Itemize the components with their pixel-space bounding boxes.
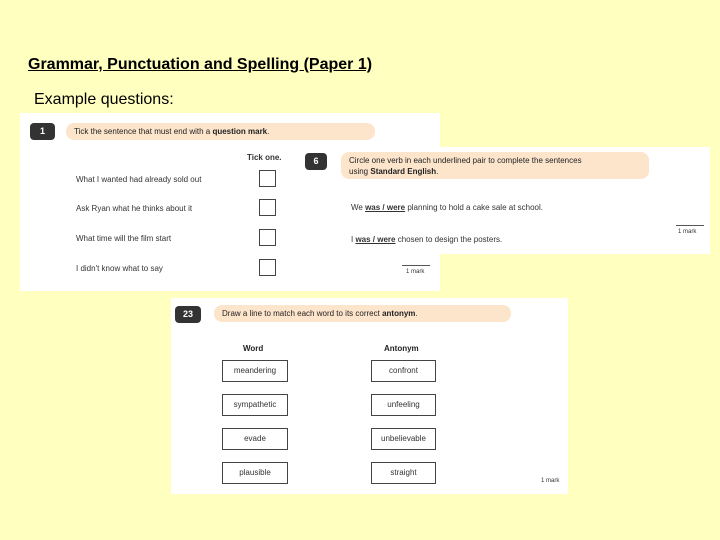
option-label: What time will the film start	[76, 234, 172, 243]
word-box[interactable]: plausible	[222, 462, 288, 484]
word-column-header: Word	[243, 344, 264, 353]
option-label: Ask Ryan what he thinks about it	[76, 204, 193, 213]
sentence-text: I	[351, 235, 356, 244]
instruction-text: Tick the sentence that must end with a	[74, 127, 213, 136]
question-instruction	[66, 123, 375, 140]
word-box[interactable]: evade	[222, 428, 288, 450]
instruction-text-line2	[349, 166, 641, 177]
instruction-text: using	[349, 167, 371, 176]
instruction-bold-text: question mark	[212, 127, 268, 136]
question-instruction	[214, 305, 511, 322]
instruction-text-end: .	[436, 167, 439, 176]
mark-line	[676, 225, 704, 226]
tick-box[interactable]	[259, 229, 276, 246]
question-number: 6	[305, 153, 327, 170]
tick-box[interactable]	[259, 170, 276, 187]
antonym-box[interactable]: unfeeling	[371, 394, 436, 416]
page-title: Grammar, Punctuation and Spelling (Paper 1)	[28, 56, 373, 73]
instruction-bold-text: antonym	[382, 309, 416, 318]
question-number: 23	[175, 306, 201, 323]
sentence-2	[351, 235, 502, 244]
sentence-1	[351, 203, 543, 212]
question-23-panel	[171, 298, 568, 494]
tick-one-header: Tick one.	[247, 153, 282, 162]
mark-line	[402, 265, 430, 266]
tick-box[interactable]	[259, 199, 276, 216]
question-6-panel	[304, 147, 710, 254]
instruction-text-end: .	[267, 127, 270, 136]
antonym-column-header: Antonym	[384, 344, 419, 353]
verb-choice[interactable]: was / were	[365, 203, 406, 212]
tick-box[interactable]	[259, 259, 276, 276]
instruction-text: Draw a line to match each word to its correct	[222, 309, 383, 318]
page-subtitle: Example questions:	[34, 91, 174, 108]
question-instruction	[341, 152, 649, 179]
mark-label: 1 mark	[678, 229, 697, 235]
instruction-text: Circle one verb in each underlined pair to complete the sentences	[349, 156, 582, 165]
option-label: I didn't know what to say	[76, 264, 163, 273]
verb-choice[interactable]: was / were	[355, 235, 396, 244]
instruction-bold-text: Standard English	[370, 167, 437, 176]
word-box[interactable]: sympathetic	[222, 394, 288, 416]
word-box[interactable]: meandering	[222, 360, 288, 382]
question-number: 1	[30, 123, 55, 140]
antonym-box[interactable]: confront	[371, 360, 436, 382]
antonym-box[interactable]: straight	[371, 462, 436, 484]
mark-label: 1 mark	[406, 269, 425, 275]
antonym-box[interactable]: unbelievable	[371, 428, 436, 450]
instruction-text-end: .	[415, 309, 418, 318]
option-label: What I wanted had already sold out	[76, 175, 202, 184]
sentence-text: We	[351, 203, 366, 212]
mark-label: 1 mark	[541, 478, 560, 484]
sentence-text: planning to hold a cake sale at school.	[405, 203, 543, 212]
sentence-text: chosen to design the posters.	[395, 235, 503, 244]
